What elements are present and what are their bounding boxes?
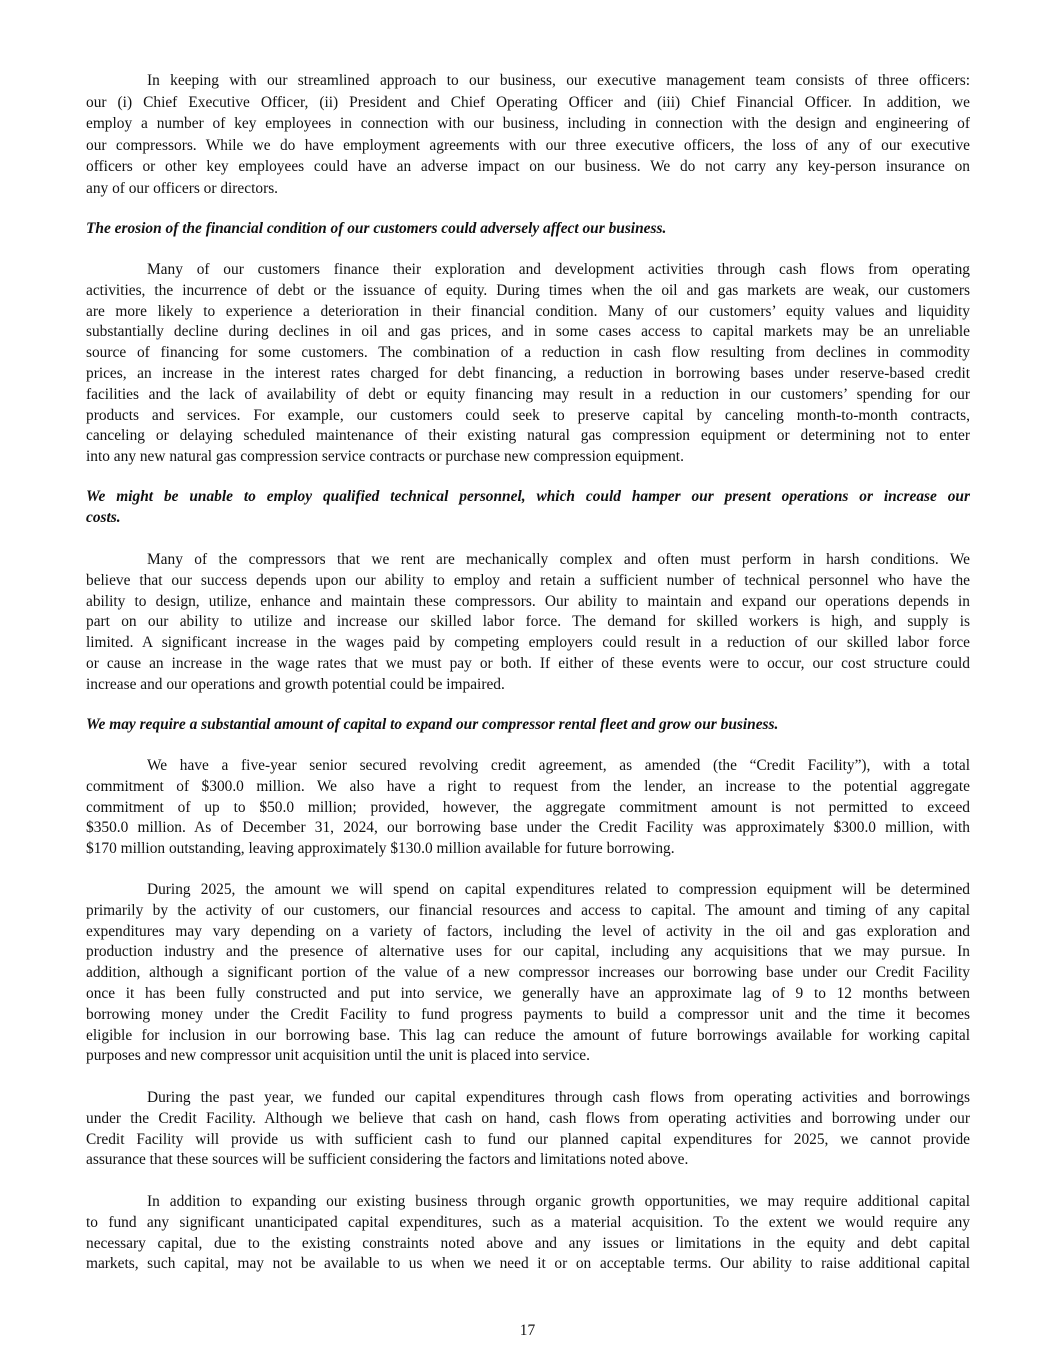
section-heading xyxy=(86,219,970,240)
text-line: officers or other key employees could have an adverse impact on our business. We do not carry any key-person insurance on xyxy=(86,158,970,176)
text-line: primarily by the activity of our customers, our financial resources and access to capital. The amount and timing of any capital xyxy=(86,901,970,919)
text-line: costs. xyxy=(86,508,121,526)
text-line: ability to design, utilize, enhance and maintain these compressors. Our ability to maintain and expand our operations depends in xyxy=(86,592,970,610)
text-line: commitment of $300.0 million. We also have a right to request from the lender, an increase to the potential aggregate xyxy=(86,777,970,795)
paragraph xyxy=(86,1192,970,1275)
text-line: borrowing money under the Credit Facility to fund progress payments to build a compressor unit and the time it becomes xyxy=(86,1005,970,1023)
text-line: believe that our success depends upon our ability to employ and retain a sufficient number of technical personnel who have the xyxy=(86,571,970,589)
paragraph xyxy=(86,880,970,1067)
text-line: our compressors. While we do have employment agreements with our three executive officers, the loss of any of our executive xyxy=(86,136,970,154)
text-line: During the past year, we funded our capital expenditures through cash flows from operating activities and borrowings xyxy=(147,1089,970,1106)
text-line: substantially decline during declines in oil and gas prices, and in some cases access to capital markets may be an unreliable xyxy=(86,323,970,341)
text-line: under the Credit Facility. Although we believe that cash on hand, cash flows from operating activities and borrowing under our xyxy=(86,1109,970,1127)
text-line: Credit Facility will provide us with sufficient cash to fund our planned capital expenditures for 2025, we cannot provide xyxy=(86,1130,970,1148)
section-heading xyxy=(86,487,970,529)
text-line: to fund any significant unanticipated capital expenditures, such as a material acquisition. To the extent we would require any xyxy=(86,1213,970,1231)
text-line: In keeping with our streamlined approach to our business, our executive management team consists of three officers: xyxy=(147,72,970,89)
text-line: eligible for inclusion in our borrowing base. This lag can reduce the amount of future borrowings available for working capital xyxy=(86,1026,970,1044)
text-line: production industry and the presence of alternative uses for our capital, including any acquisitions that we may pursue. In xyxy=(86,943,970,961)
text-line: into any new natural gas compression service contracts or purchase new compression equipment. xyxy=(86,448,684,466)
text-line: products and services. For example, our customers could seek to preserve capital by canceling month-to-month contracts, xyxy=(86,406,970,424)
text-line: During 2025, the amount we will spend on capital expenditures related to compression equipment will be determined xyxy=(147,881,970,898)
text-line: source of financing for some customers. The combination of a reduction in cash flow resulting from declines in commodity xyxy=(86,344,970,362)
text-line: are more likely to experience a deterioration in their financial condition. Many of our customers’ equity values and liquidity xyxy=(86,302,970,320)
paragraph xyxy=(86,70,970,200)
text-line: assurance that these sources will be sufficient considering the factors and limitations noted above. xyxy=(86,1151,689,1169)
text-line: employ a number of key employees in connection with our business, including in connection with the design and engineering of xyxy=(86,115,970,133)
text-line: We might be unable to employ qualified technical personnel, which could hamper our present operations or increase our xyxy=(86,488,970,505)
text-line: We may require a substantial amount of capital to expand our compressor rental fleet and grow our business. xyxy=(86,716,779,733)
section-heading xyxy=(86,715,970,736)
text-line: We have a five-year senior secured revolving credit agreement, as amended (the “Credit Facility”), with a total xyxy=(147,757,970,774)
paragraph xyxy=(86,1088,970,1171)
text-line: Many of the compressors that we rent are mechanically complex and often must perform in harsh conditions. We xyxy=(147,551,970,568)
text-line: $350.0 million. As of December 31, 2024, our borrowing base under the Credit Facility was approximately $300.0 million, with xyxy=(86,819,970,837)
paragraph xyxy=(86,756,970,860)
text-line: In addition to expanding our existing business through organic growth opportunities, we may require additional capital xyxy=(147,1193,970,1210)
page-number: 17 xyxy=(519,1322,536,1339)
text-line: canceling or delaying scheduled maintenance of their existing natural gas compression equipment or determining not to enter xyxy=(86,427,970,445)
text-line: expenditures may vary depending on a variety of factors, including the level of activity in the oil and gas exploration and xyxy=(86,922,970,940)
text-line: purposes and new compressor unit acquisition until the unit is placed into service. xyxy=(86,1047,590,1065)
text-line: facilities and the lack of availability of debt or equity financing may result in a reduction in our customers’ spending for our xyxy=(86,385,970,403)
text-line: commitment of up to $50.0 million; provided, however, the aggregate commitment amount is not permitted to exceed xyxy=(86,798,970,816)
text-line: once it has been fully constructed and put into service, we generally have an approximate lag of 9 to 12 months between xyxy=(86,984,970,1002)
text-line: part on our ability to utilize and increase our skilled labor force. The demand for skilled workers is high, and supply is xyxy=(86,613,970,631)
text-line: markets, such capital, may not be available to us when we need it or on acceptable terms. Our ability to raise additional capital xyxy=(86,1255,970,1273)
text-line: addition, although a significant portion of the value of a new compressor increases our borrowing base under our Credit Facility xyxy=(86,964,970,982)
paragraph xyxy=(86,550,970,696)
text-line: or cause an increase in the wage rates that we must pay or both. If either of these events were to occur, our cost structure could xyxy=(86,654,970,672)
text-line: necessary capital, due to the existing constraints noted above and any issues or limitations in the equity and debt capital xyxy=(86,1234,970,1252)
text-line: any of our officers or directors. xyxy=(86,179,279,197)
text-line: The erosion of the financial condition of our customers could adversely affect our business. xyxy=(86,220,667,237)
paragraph xyxy=(86,260,970,468)
text-line: Many of our customers finance their exploration and development activities through cash flows from operating xyxy=(147,261,970,278)
text-line: $170 million outstanding, leaving approximately $130.0 million available for future borrowing. xyxy=(86,840,675,858)
text-line: increase and our operations and growth potential could be impaired. xyxy=(86,675,505,693)
text-line: limited. A significant increase in the wages paid by competing employers could result in a reduction of our skilled labor force xyxy=(86,634,970,652)
text-line: activities, the incurrence of debt or the issuance of equity. During times when the oil and gas markets are weak, our customers xyxy=(86,281,970,299)
text-line: prices, an increase in the interest rates charged for debt financing, a reduction in borrowing bases under reserve-based credit xyxy=(86,364,970,382)
text-line: our (i) Chief Executive Officer, (ii) President and Chief Operating Officer and (iii) Chief Financial Officer. In addition, we xyxy=(86,93,970,111)
